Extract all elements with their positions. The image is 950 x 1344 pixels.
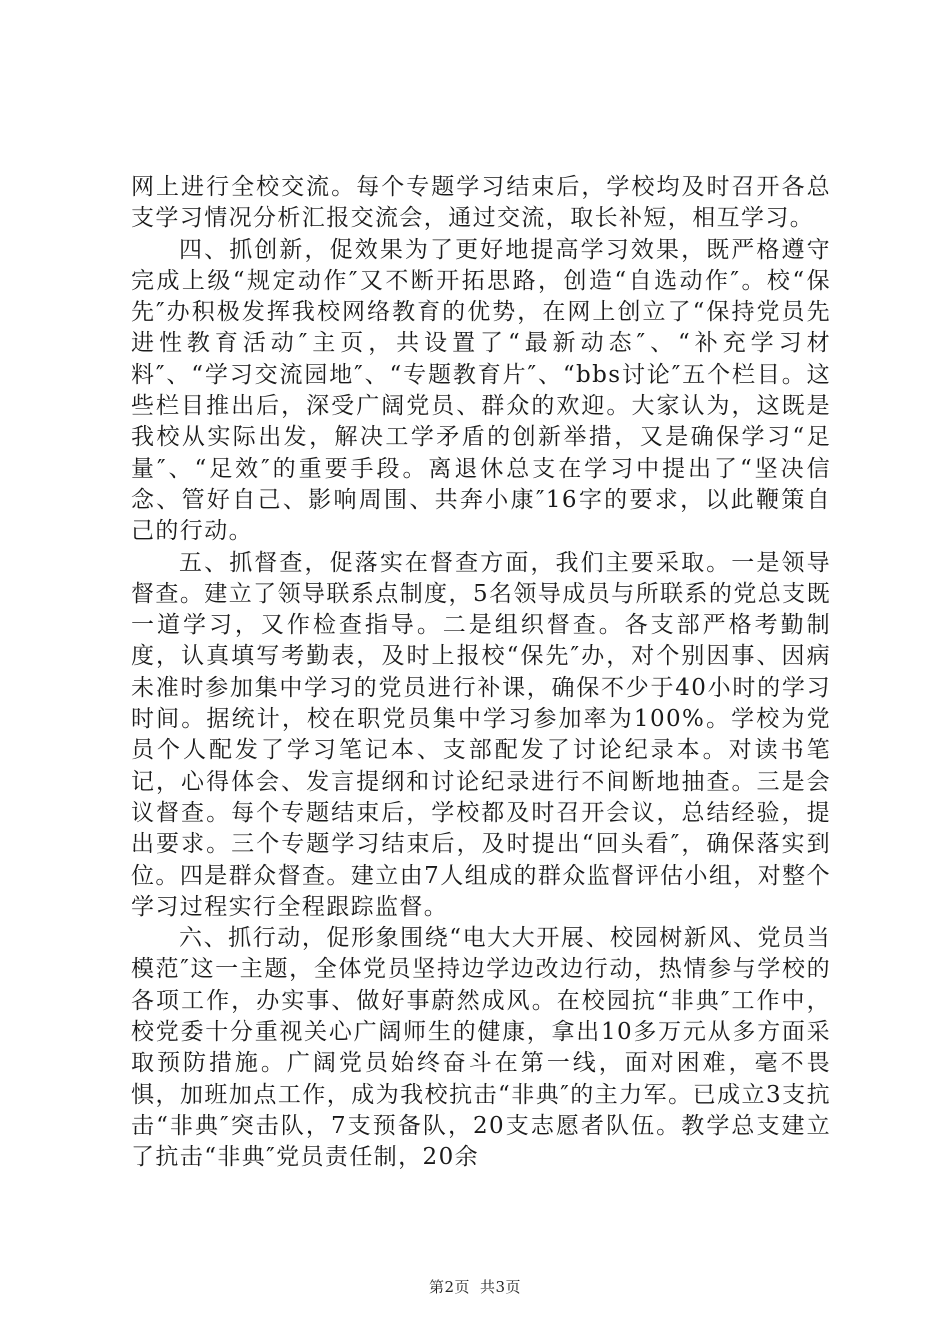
paragraph-section-five: 五、抓督查，促落实在督查方面，我们主要采取。一是领导督查。建立了领导联系点制度，5名领导成员与所联系的党总支既一道学习，又作检查指导。二是组织督查。各支部严格考勤制度，认真填写考勤表，及时上报校“保先″办，对个别因事、因病未准时参加集中学习的党员进行补课，确保不少于40小时的学习时间。据统计，校在职党员集中学习参加率为100%。学校为党员个人配发了学习笔记本、支部配发了讨论纪录本。对读书笔记，心得体会、发言提纲和讨论纪录进行不间断地抽查。三是会议督查。每个专题结束后，学校都及时召开会议，总结经验，提出要求。三个专题学习结束后，及时提出“回头看″，确保落实到位。四是群众督查。建立由7人组成的群众监督评估小组，对整个学习过程实行全程跟踪监督。 bbox=[131, 549, 831, 920]
page-footer bbox=[0, 1276, 950, 1297]
paragraph-section-four: 四、抓创新，促效果为了更好地提高学习效果，既严格遵守完成上级“规定动作″又不断开拓思路，创造“自选动作″。校“保先″办积极发挥我校网络教育的优势，在网上创立了“保持党员先进性教育活动″主页，共设置了“最新动态″、“补充学习材料″、“学习交流园地″、“专题教育片″、“bbs讨论″五个栏目。这些栏目推出后，深受广阔党员、群众的欢迎。大家认为，这既是我校从实际出发，解决工学矛盾的创新举措，又是确保学习“足量″、“足效″的重要手段。离退休总支在学习中提出了“坚决信念、管好自己、影响周围、共奔小康″16字的要求，以此鞭策自己的行动。 bbox=[131, 236, 831, 545]
paragraph-section-six: 六、抓行动，促形象围绕“电大大开展、校园树新风、党员当模范″这一主题，全体党员坚持边学边改边行动，热情参与学校的各项工作，办实事、做好事蔚然成风。在校园抗“非典″工作中，校党委十分重视关心广阔师生的健康，拿出10多万元从多方面采取预防措施。广阔党员始终奋斗在第一线，面对困难，毫不畏惧，加班加点工作，成为我校抗击“非典″的主力军。已成立3支抗击“非典″突击队，7支预备队，20支志愿者队伍。教学总支建立了抗击“非典″党员责任制，20余 bbox=[131, 925, 831, 1171]
page-number: 第2页 bbox=[428, 1278, 470, 1296]
page-total: 共3页 bbox=[480, 1278, 522, 1296]
paragraph-continued: 网上进行全校交流。每个专题学习结束后，学校均及时召开各总支学习情况分析汇报交流会，通过交流，取长补短，相互学习。 bbox=[131, 174, 831, 232]
document-body bbox=[131, 172, 831, 1174]
